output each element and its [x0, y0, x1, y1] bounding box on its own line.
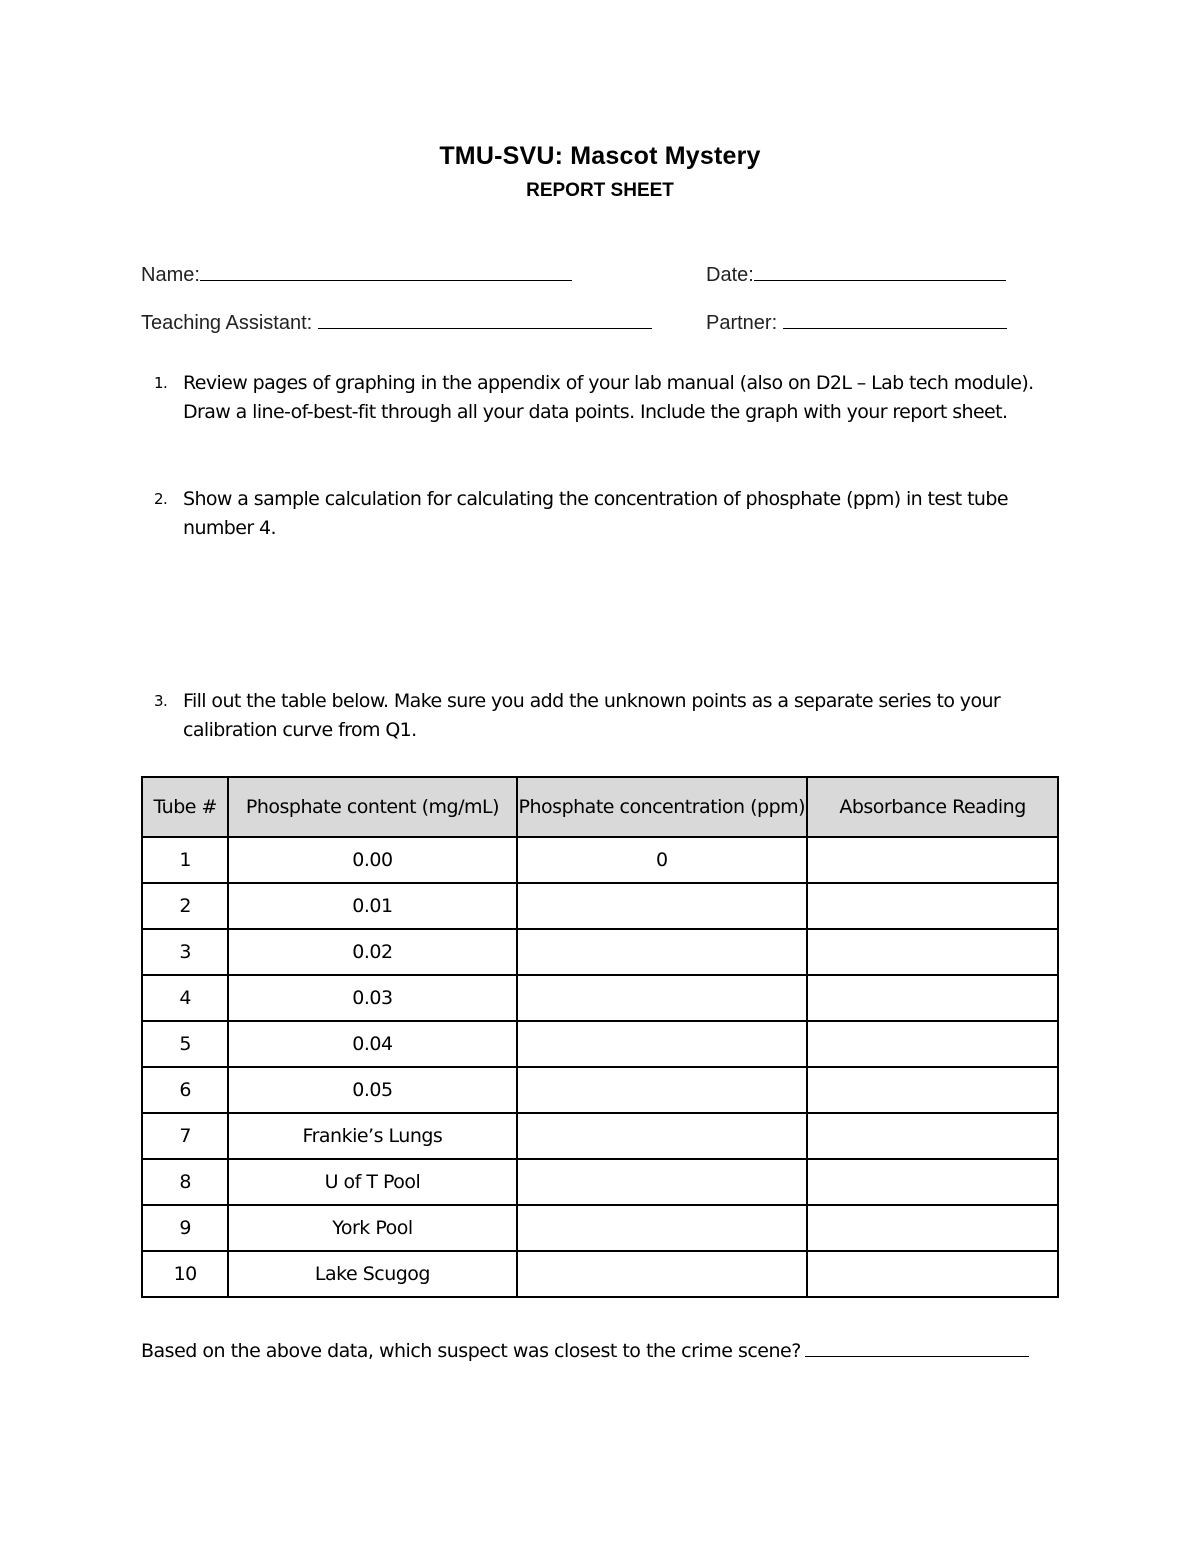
tube-cell: 5 [142, 1021, 228, 1067]
concentration-cell[interactable] [517, 1021, 808, 1067]
header-tube: Tube # [142, 777, 228, 837]
absorbance-cell[interactable] [807, 883, 1058, 929]
name-field[interactable] [141, 262, 572, 287]
absorbance-cell[interactable] [807, 1205, 1058, 1251]
content-cell: U of T Pool [228, 1159, 516, 1205]
partner-blank[interactable] [783, 310, 1007, 329]
table-row [142, 1021, 1058, 1067]
content-cell: 0.02 [228, 929, 516, 975]
absorbance-cell[interactable] [807, 837, 1058, 883]
final-question-text: Based on the above data, which suspect was closest to the crime scene? [141, 1340, 801, 1362]
tube-cell: 8 [142, 1159, 228, 1205]
table-row [142, 883, 1058, 929]
absorbance-cell[interactable] [807, 1251, 1058, 1297]
date-field[interactable] [706, 262, 1006, 287]
table-row [142, 929, 1058, 975]
name-label: Name: [141, 264, 200, 286]
question-text: Review pages of graphing in the appendix of your lab manual (also on D2L – Lab tech module). Draw a line-of-best-fit through all your data points. Include the graph with your report sheet. [183, 372, 1034, 423]
header-absorbance-reading: Absorbance Reading [807, 777, 1058, 837]
absorbance-cell[interactable] [807, 1067, 1058, 1113]
report-subtitle: REPORT SHEET [526, 180, 674, 201]
content-cell: Frankie’s Lungs [228, 1113, 516, 1159]
content-cell: 0.03 [228, 975, 516, 1021]
concentration-cell[interactable] [517, 975, 808, 1021]
header-phosphate-concentration: Phosphate concentration (ppm) [517, 777, 808, 837]
table-row [142, 1251, 1058, 1297]
name-blank[interactable] [200, 262, 572, 281]
concentration-cell[interactable] [517, 1251, 808, 1297]
tube-cell: 1 [142, 837, 228, 883]
tube-cell: 9 [142, 1205, 228, 1251]
question-number: 2. [154, 490, 168, 508]
teaching-assistant-label: Teaching Assistant: [141, 312, 313, 334]
absorbance-cell[interactable] [807, 1113, 1058, 1159]
content-cell: 0.04 [228, 1021, 516, 1067]
absorbance-cell[interactable] [807, 975, 1058, 1021]
concentration-cell[interactable] [517, 1159, 808, 1205]
content-cell: 0.00 [228, 837, 516, 883]
content-cell: 0.01 [228, 883, 516, 929]
content-cell: 0.05 [228, 1067, 516, 1113]
table-row [142, 975, 1058, 1021]
content-cell: York Pool [228, 1205, 516, 1251]
content-cell: Lake Scugog [228, 1251, 516, 1297]
absorbance-cell[interactable] [807, 929, 1058, 975]
teaching-assistant-field[interactable] [141, 310, 652, 335]
absorbance-cell[interactable] [807, 1159, 1058, 1205]
tube-cell: 6 [142, 1067, 228, 1113]
question-2 [146, 485, 1046, 543]
tube-cell: 4 [142, 975, 228, 1021]
date-blank[interactable] [754, 262, 1006, 281]
tube-cell: 10 [142, 1251, 228, 1297]
phosphate-data-table [141, 776, 1059, 1298]
table-header-row [142, 777, 1058, 837]
partner-label: Partner: [706, 312, 778, 334]
concentration-cell[interactable] [517, 1067, 808, 1113]
concentration-cell[interactable]: 0 [517, 837, 808, 883]
table-row [142, 1067, 1058, 1113]
table-row [142, 1159, 1058, 1205]
concentration-cell[interactable] [517, 929, 808, 975]
question-3 [146, 687, 1046, 745]
tube-cell: 7 [142, 1113, 228, 1159]
final-answer-blank[interactable] [805, 1338, 1029, 1357]
report-title: TMU-SVU: Mascot Mystery [439, 142, 761, 170]
date-label: Date: [706, 264, 754, 286]
question-text: Show a sample calculation for calculating the concentration of phosphate (ppm) in test tube number 4. [183, 488, 1008, 539]
question-1 [146, 369, 1046, 427]
concentration-cell[interactable] [517, 1113, 808, 1159]
teaching-assistant-blank[interactable] [318, 310, 652, 329]
partner-field[interactable] [706, 310, 1007, 335]
absorbance-cell[interactable] [807, 1021, 1058, 1067]
concentration-cell[interactable] [517, 883, 808, 929]
table-row [142, 1113, 1058, 1159]
concentration-cell[interactable] [517, 1205, 808, 1251]
tube-cell: 3 [142, 929, 228, 975]
question-number: 1. [154, 374, 168, 392]
question-number: 3. [154, 692, 168, 710]
question-text: Fill out the table below. Make sure you add the unknown points as a separate series to your calibration curve from Q1. [183, 690, 1001, 741]
header-phosphate-content: Phosphate content (mg/mL) [228, 777, 516, 837]
final-question [141, 1338, 1029, 1362]
table-row [142, 837, 1058, 883]
table-row [142, 1205, 1058, 1251]
tube-cell: 2 [142, 883, 228, 929]
